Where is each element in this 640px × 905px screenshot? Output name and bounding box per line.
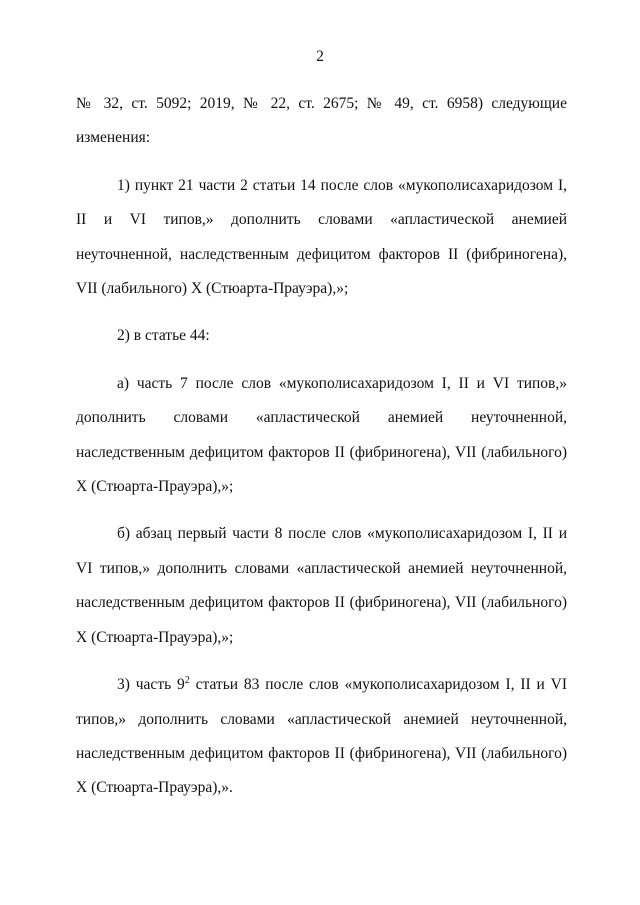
paragraph-item-1: 1) пункт 21 части 2 статьи 14 после слов «мукополисахаридозом I, II и VI типов,» дополнить словами «апластической анемией неуточненной, наследственным дефицитом факторов II (фибриногена), VII (лабильного) X (Стюарта-Прауэра),»; [76, 176, 567, 298]
paragraph-item-3 [76, 668, 567, 806]
superscript-index: 2 [184, 675, 190, 687]
paragraph-item-2b: б) абзац первый части 8 после слов «мукополисахаридозом I, II и VI типов,» дополнить словами «апластической анемией неуточненной, наследственным дефицитом факторов II (фибриногена), VII (лабильного) X (Стюарта-Прауэра),»; [76, 525, 567, 646]
paragraph-item-3-rest: статьи 83 после слов «мукополисахаридозом I, II и VI типов,» дополнить словами «апластической анемией неуточненной, наследственным дефицитом факторов II (фибриногена), VII (лабильного) X (Стюарта-Прауэра),». [76, 676, 567, 797]
page-number: 2 [316, 48, 324, 65]
paragraph-continuation: № 32, ст. 5092; 2019, № 22, ст. 2675; № 49, ст. 6958) следующие изменения: [76, 95, 567, 147]
paragraph-item-2a: а) часть 7 после слов «мукополисахаридозом I, II и VI типов,» дополнить словами «апластической анемией неуточненной, наследственным дефицитом факторов II (фибриногена), VII (лабильного) X (Стюарта-Прауэра),»; [76, 374, 567, 496]
document-body [76, 87, 567, 819]
paragraph-item-2: 2) в статье 44: [117, 327, 210, 345]
paragraph-item-3-start: 3) часть 9 [117, 676, 185, 694]
